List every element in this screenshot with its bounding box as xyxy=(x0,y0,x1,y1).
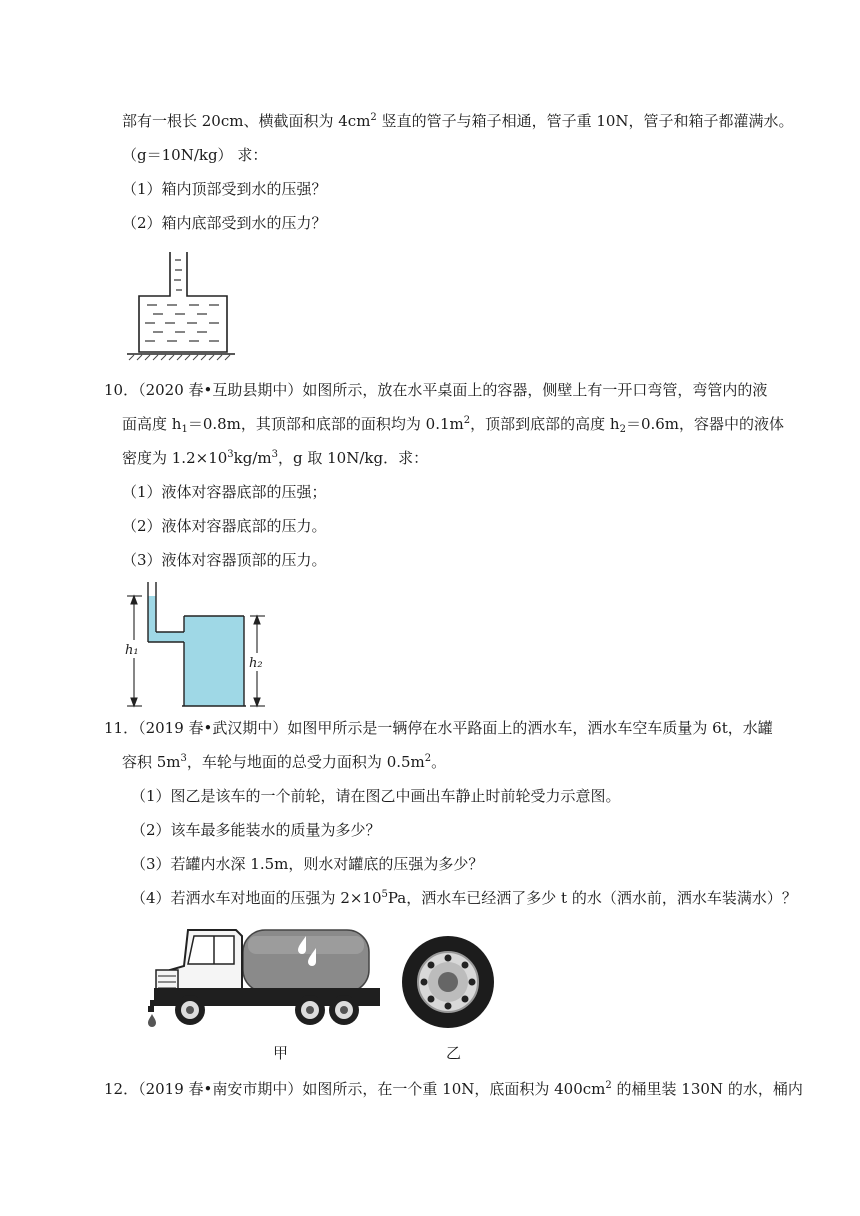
q10-sub3: （3）液体对容器顶部的压力。 xyxy=(122,551,327,569)
caption-yi: 乙 xyxy=(446,1044,462,1062)
q11-sub2: （2）该车最多能装水的质量为多少？ xyxy=(131,821,381,839)
q11-sub3: （3）若罐内水深 1.5m，则水对罐底的压强为多少？ xyxy=(131,855,484,873)
q9-box-figure xyxy=(125,250,237,362)
wheel-figure xyxy=(400,934,500,1034)
q10-header: 10．（2020 春•互助县期中）如图所示，放在水平桌面上的容器，侧壁上有一开口弯管，弯管内的液 xyxy=(104,381,768,399)
q9-sub1: （1）箱内顶部受到水的压强？ xyxy=(122,180,327,198)
q9-sub2: （2）箱内底部受到水的压力？ xyxy=(122,214,327,232)
q10-sub2: （2）液体对容器底部的压力。 xyxy=(122,517,327,535)
q11-sub1: （1）图乙是该车的一个前轮，请在图乙中画出车静止时前轮受力示意图。 xyxy=(131,787,621,805)
q10-sub1: （1）液体对容器底部的压强； xyxy=(122,483,327,501)
wheel-front xyxy=(175,995,205,1025)
water-truck-figure xyxy=(148,922,388,1032)
q10-text-line3: 密度为 $1.2\times 10^3kg/m^3$，g 取 10N/kg．求： xyxy=(122,449,429,467)
q10-text-line2: 面高度 $h_1=0.8m$，其顶部和底部的面积均为 $0.1m^2$，顶部到底部的高度 $h_2=0.6m$，容器中的液体 xyxy=(122,415,785,435)
caption-jia: 甲 xyxy=(273,1044,289,1062)
q9-given: （g＝10N/kg） 求： xyxy=(122,146,268,164)
q12-header: 12．（2019 春•南安市期中）如图所示，在一个重 10N，底面积为 $400cm^2$ 的桶里装 130N 的水，桶内 xyxy=(104,1080,803,1098)
wheel-rear-2 xyxy=(329,995,359,1025)
q11-sub4: （4）若洒水车对地面的压强为 $2\times 10^5Pa$，洒水车已经洒了多少 t 的水（洒水前，洒水车装满水）？ xyxy=(131,889,797,907)
wheel-rear-1 xyxy=(295,995,325,1025)
liquid-fill xyxy=(148,596,244,706)
q11-text-line2: 容积 $5m^3$，车轮与地面的总受力面积为 $0.5m^2$。 xyxy=(122,753,447,771)
q10-container-figure xyxy=(120,580,280,710)
h2-label: h₂ xyxy=(249,656,263,671)
q9-text-line1: 部有一根长 20cm、横截面积为 $4cm^2$ 竖直的管子与箱子相通，管子重 10N，管子和箱子都灌满水。 xyxy=(122,112,794,130)
h1-label: h₁ xyxy=(125,643,139,658)
q11-header: 11．（2019 春•武汉期中）如图甲所示是一辆停在水平路面上的洒水车，洒水车空车质量为 6t，水罐 xyxy=(104,719,773,737)
